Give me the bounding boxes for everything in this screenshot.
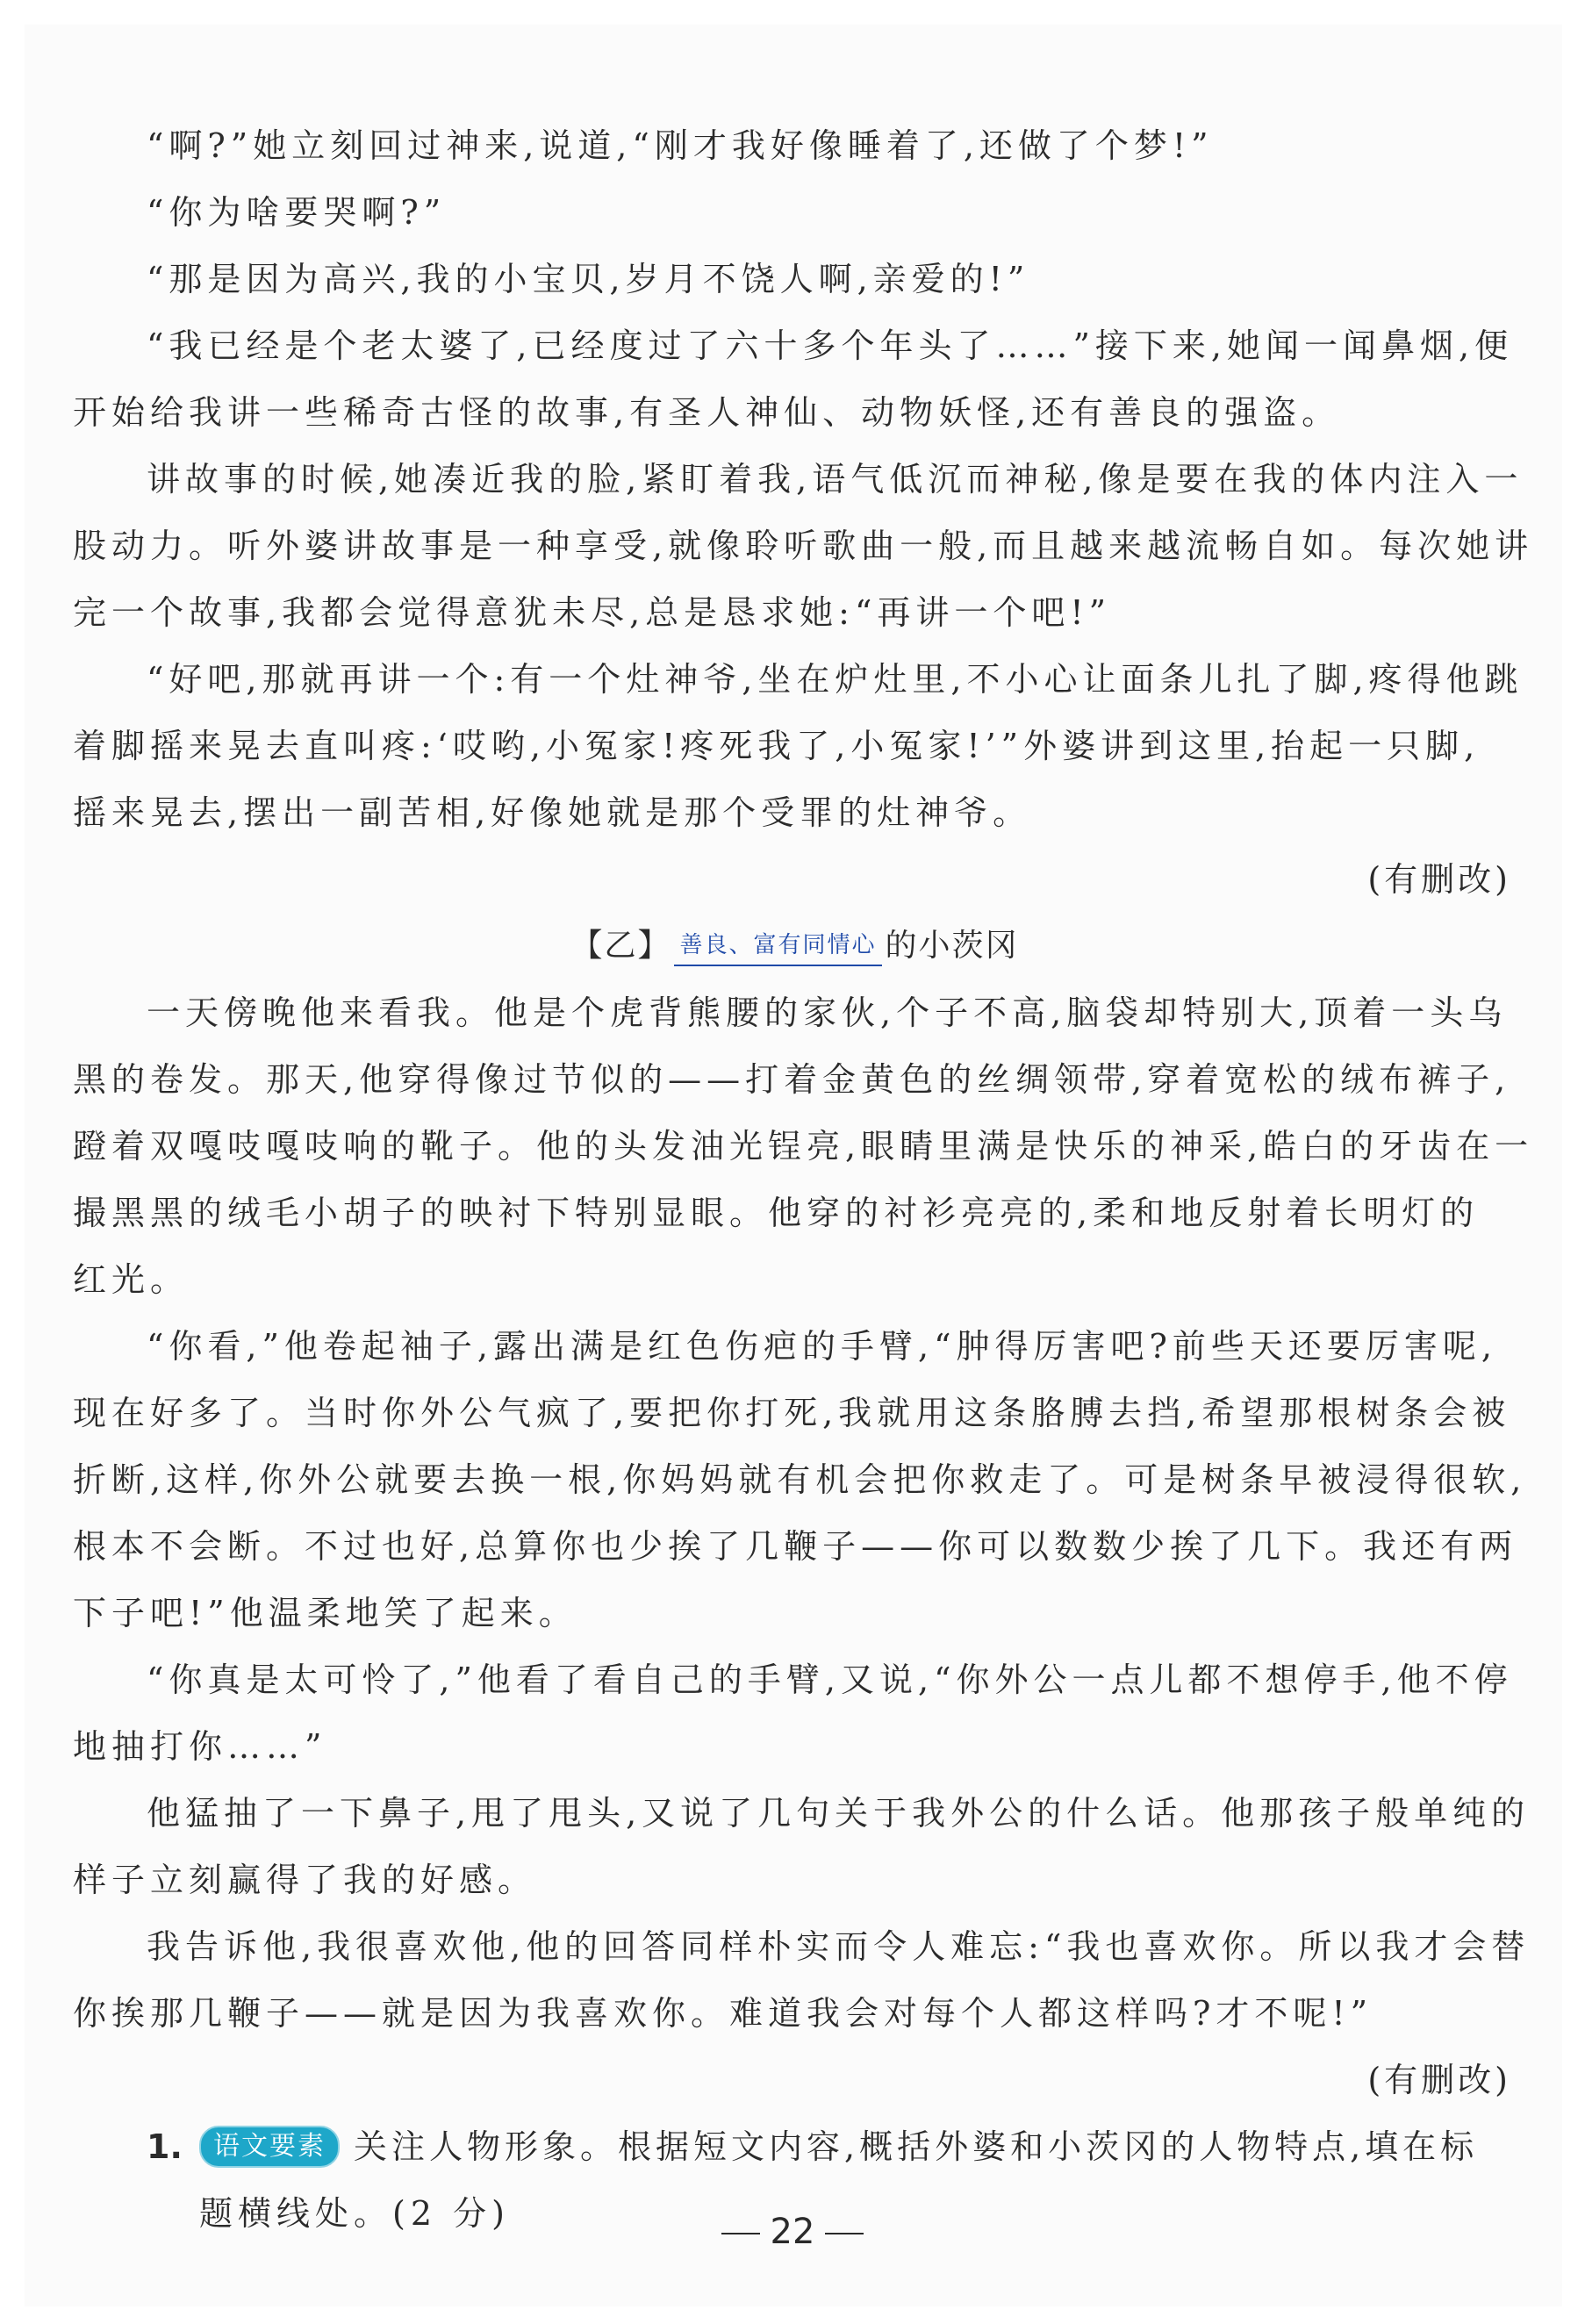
page-number: 22	[770, 2212, 815, 2252]
heading-suffix: 的小茨冈	[885, 928, 1019, 964]
text-line: 着脚摇来晃去直叫疼:‘哎哟,小冤家!疼死我了,小冤家!’”外婆讲到这里,抬起一只脚,	[73, 727, 1481, 765]
text-line: 他猛抽了一下鼻子,甩了甩头,又说了几句关于我外公的什么话。他那孩子般单纯的	[147, 1794, 1531, 1833]
text-line: 股动力。听外婆讲故事是一种享受,就像聆听歌曲一般,而且越来越流畅自如。每次她讲	[73, 527, 1534, 565]
text-line: “好吧,那就再讲一个:有一个灶神爷,坐在炉灶里,不小心让面条儿扎了脚,疼得他跳	[147, 660, 1524, 699]
page-sheet	[25, 25, 1562, 2306]
text-line: 完一个故事,我都会觉得意犹未尽,总是恳求她:“再讲一个吧!”	[73, 593, 1112, 632]
text-line: 讲故事的时候,她凑近我的脸,紧盯着我,语气低沉而神秘,像是要在我的体内注入一	[147, 460, 1524, 499]
text-line: 撮黑黑的绒毛小胡子的映衬下特别显眼。他穿的衬衫亮亮的,柔和地反射着长明灯的	[73, 1194, 1480, 1232]
text-line: 开始给我讲一些稀奇古怪的故事,有圣人神仙、动物妖怪,还有善良的强盗。	[73, 393, 1341, 432]
text-line: 一天傍晚他来看我。他是个虎背熊腰的家伙,个子不高,脑袋却特别大,顶着一头乌	[147, 993, 1508, 1032]
text-line: “我已经是个老太婆了,已经度过了六十多个年头了……”接下来,她闻一闻鼻烟,便	[147, 326, 1514, 365]
text-line: “你为啥要哭啊?”	[147, 193, 447, 232]
text-line: 蹬着双嘎吱嘎吱响的靴子。他的头发油光锃亮,眼睛里满是快乐的神采,皓白的牙齿在一	[73, 1127, 1534, 1166]
text-line: “那是因为高兴,我的小宝贝,岁月不饶人啊,亲爱的!”	[147, 260, 1030, 298]
text-line: 样子立刻赢得了我的好感。	[73, 1861, 537, 1899]
question-text: 关注人物形象。根据短文内容,概括外婆和小茨冈的人物特点,填在标	[354, 2127, 1479, 2166]
text-line: 地抽打你……”	[73, 1727, 327, 1766]
question-text-continued: 题横线处。(2 分)	[199, 2194, 510, 2233]
heading-prefix: 【乙】	[570, 928, 671, 964]
footer-dash-left	[721, 2233, 760, 2234]
text-line: “你真是太可怜了,”他看了看自己的手臂,又说,“你外公一点儿都不想停手,他不停	[147, 1661, 1513, 1699]
text-line: 黑的卷发。那天,他穿得像过节似的——打着金黄色的丝绸领带,穿着宽松的绒布裤子,	[73, 1060, 1511, 1099]
text-line: “你看,”他卷起袖子,露出满是红色伤疤的手臂,“肿得厉害吧?前些天还要厉害呢,	[147, 1327, 1497, 1366]
question-number: 1.	[147, 2127, 183, 2166]
page-footer	[0, 2212, 1585, 2252]
text-line: 下子吧!”他温柔地笑了起来。	[73, 1594, 577, 1632]
text-line: 红光。	[73, 1260, 190, 1299]
page-content	[73, 112, 1534, 2247]
text-line: 根本不会断。不过也好,总算你也少挨了几鞭子——你可以数数少挨了几下。我还有两	[73, 1527, 1518, 1566]
text-line: 摇来晃去,摆出一副苦相,好像她就是那个受罪的灶神爷。	[73, 793, 1032, 832]
text-line: “啊?”她立刻回过神来,说道,“刚才我好像睡着了,还做了个梦!”	[147, 126, 1214, 165]
text-line: 现在好多了。当时你外公气疯了,要把你打死,我就用这条胳膊去挡,希望那根树条会被	[73, 1394, 1511, 1432]
text-line: 你挨那几鞭子——就是因为我喜欢你。难道我会对每个人都这样吗?才不呢!”	[73, 1994, 1373, 2033]
question-row	[73, 2113, 1517, 2180]
text-line: 折断,这样,你外公就要去换一根,你妈妈就有机会把你救走了。可是树条早被浸得很软,	[73, 1460, 1527, 1499]
text-line: 我告诉他,我很喜欢他,他的回答同样朴实而令人难忘:“我也喜欢你。所以我才会替	[147, 1927, 1531, 1966]
revision-note: (有删改)	[1367, 860, 1511, 899]
footer-dash-right	[825, 2233, 864, 2234]
passage-heading	[73, 913, 1517, 979]
revision-note: (有删改)	[1367, 2061, 1511, 2099]
heading-blank-answer: 善良、富有同情心	[674, 928, 881, 966]
question-tag-badge: 语文要素	[199, 2126, 340, 2168]
